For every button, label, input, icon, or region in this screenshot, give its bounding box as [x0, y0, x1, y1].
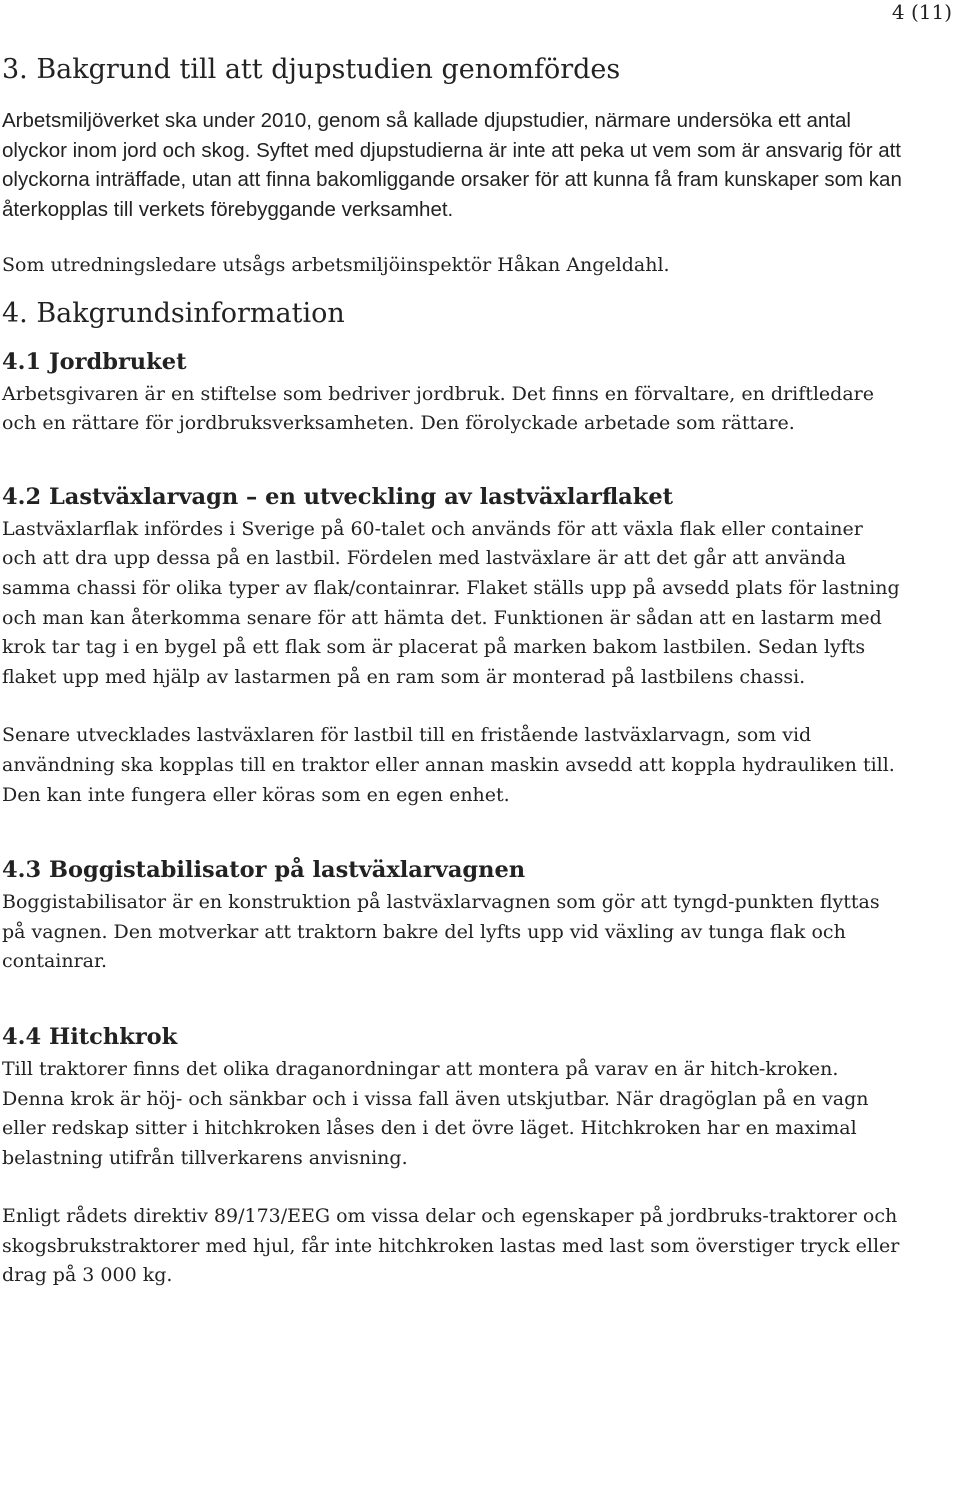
section-3-paragraph: Arbetsmiljöverket ska under 2010, genom så kallade djupstudier, närmare undersöka ett antal olyckor inom jord och skog. Syftet med djupstudierna är inte att peka ut vem som är ansvarig för att olyckorna inträffade, utan att finna bakomliggande orsaker för att kunna få fram kunskaper som kan återkopplas till verkets förebyggande verksamhet.: [2, 109, 902, 221]
section-3-investigator-paragraph: Som utredningsledare utsågs arbetsmiljöinspektör Håkan Angeldahl.: [2, 254, 670, 276]
subsection-4-2-paragraph: Senare utvecklades lastväxlaren för lastbil till en fristående lastväxlarvagn, som vid användning ska kopplas till en traktor eller annan maskin avsedd att koppla hydrauliken till. Den kan inte fungera eller köras som en egen enhet.: [2, 724, 895, 806]
subsection-4-1-heading: 4.1 Jordbruket: [2, 348, 187, 375]
subsection-4-2-heading: 4.2 Lastväxlarvagn – en utveckling av lastväxlarflaket: [2, 483, 674, 510]
document-body: [2, 52, 902, 1291]
subsection-4-3-paragraph: Boggistabilisator är en konstruktion på lastväxlarvagnen som gör att tyngd-punkten flyttas på vagnen. Den motverkar att traktorn bakre del lyfts upp vid växling av tunga flak och containrar.: [2, 891, 880, 973]
subsection-4-2-paragraph: Lastväxlarflak infördes i Sverige på 60-talet och används för att växla flak eller container och att dra upp dessa på en lastbil. Fördelen med lastväxlare är att det går att använda samma chassi för olika typer av flak/containrar. Flaket ställs upp på avsedd plats för lastning och man kan återkomma senare för att hämta det. Funktionen är sådan att en lastarm med krok tar tag i en bygel på ett flak som är placerat på marken bakom lastbilen. Sedan lyfts flaket upp med hjälp av lastarmen på en ram som är monterad på lastbilens chassi.: [2, 517, 900, 688]
section-3-heading: 3. Bakgrund till att djupstudien genomfördes: [2, 54, 621, 85]
subsection-4-4-heading: 4.4 Hitchkrok: [2, 1023, 178, 1050]
subsection-4-1-paragraph: Arbetsgivaren är en stiftelse som bedriver jordbruk. Det finns en förvaltare, en driftledare och en rättare för jordbruksverksamheten. Den förolyckade arbetade som rättare.: [2, 382, 874, 435]
subsection-4-4-paragraph: Enligt rådets direktiv 89/173/EEG om vissa delar och egenskaper på jordbruks-traktorer och skogsbrukstraktorer med hjul, får inte hitchkroken lastas med last som överstiger tryck eller drag på 3 000 kg.: [2, 1205, 900, 1287]
page-number: 4 (11): [891, 0, 952, 24]
subsection-4-4-paragraph: Till traktorer finns det olika draganordningar att montera på varav en är hitch-kroken. Denna krok är höj- och sänkbar och i vissa fall även utskjutbar. När dragöglan på en vagn eller redskap sitter i hitchkroken låses den i det övre läget. Hitchkroken har en maximal belastning utifrån tillverkarens anvisning.: [2, 1057, 869, 1169]
subsection-4-3-heading: 4.3 Boggistabilisator på lastväxlarvagnen: [2, 857, 526, 884]
section-4-heading: 4. Bakgrundsinformation: [2, 297, 345, 329]
